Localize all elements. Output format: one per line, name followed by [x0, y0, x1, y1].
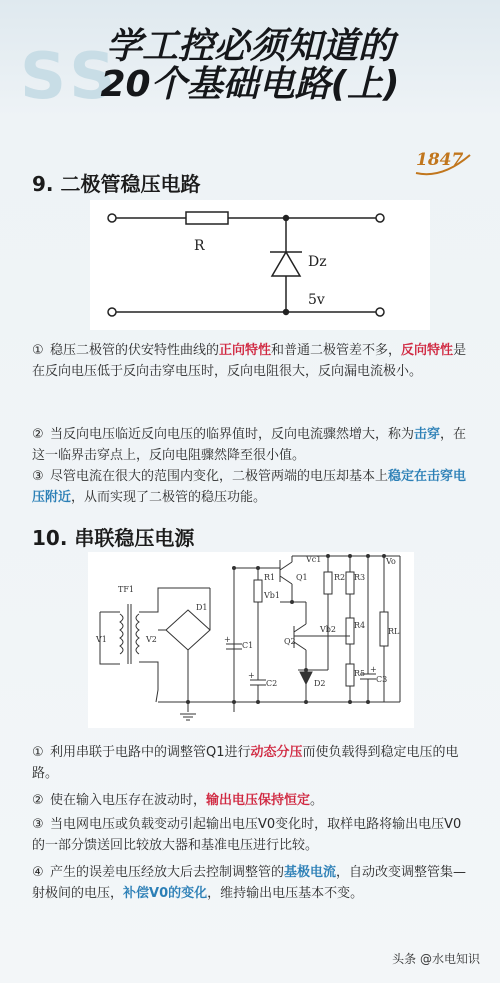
item-number: ②: [32, 793, 44, 808]
label-c3: C3: [376, 675, 388, 684]
label-q1: Q1: [296, 573, 308, 582]
label-vo: Vo: [386, 557, 396, 566]
body-text: 当电网电压或负载变动引起输出电压V0变化时，取样电路将输出电压V0的一部分馈送回比较放大器和基准电压进行比较。: [32, 817, 462, 853]
body-text: 利用串联于电路中的调整管Q1进行: [50, 745, 251, 760]
label-r: R: [194, 238, 205, 254]
label-rl: RL: [388, 627, 400, 636]
label-r5: R5: [354, 669, 366, 678]
highlight-text: 动态分压: [250, 745, 303, 760]
body-text: ，自动改变调整管集—射极间的电压，: [32, 865, 467, 901]
series-regulator-circuit-diagram: [88, 552, 414, 728]
label-v1: V1: [96, 635, 107, 644]
label-plus-c3: +: [370, 665, 377, 674]
highlight-text: 基极电流: [284, 865, 337, 880]
body-text: 是在反向电压低于反向击穿电压时，反向电阻很大，反向漏电流极小。: [32, 343, 467, 379]
highlight-text: 正向特性: [219, 343, 272, 358]
body-text: 当反向电压临近反向电压的临界值时，反向电流骤然增大，称为: [50, 427, 415, 442]
body-text: 产生的误差电压经放大后去控制调整管的: [50, 865, 285, 880]
section-10-item-1: [32, 742, 472, 784]
label-c2: C2: [266, 679, 278, 688]
label-plus-c2: +: [248, 671, 255, 680]
section-9-item-1: [32, 340, 472, 382]
body-text: ，维持输出电压基本不变。: [207, 886, 364, 901]
body-text: 使在输入电压存在波动时，: [50, 793, 207, 808]
label-r1: R1: [264, 573, 276, 582]
section-9-title: 9. 二极管稳压电路: [32, 172, 201, 196]
label-vb1: Vb1: [264, 591, 280, 600]
brand-logo: [412, 145, 474, 179]
label-5v: 5v: [308, 292, 325, 308]
section-10-item-2: [32, 790, 472, 811]
section-10-title: 10. 串联稳压电源: [32, 526, 195, 550]
section-9-item-3: [32, 466, 472, 508]
label-r3: R3: [354, 573, 366, 582]
label-d2: D2: [314, 679, 326, 688]
logo-text: 1847: [416, 150, 464, 170]
footer-attribution: 头条 @水电知识: [392, 952, 480, 966]
title-line-2: 20个基础电路(上): [100, 63, 400, 105]
item-number: ③: [32, 469, 44, 484]
zener-circuit-diagram: [90, 200, 430, 330]
body-text: 稳压二极管的伏安特性曲线的: [50, 343, 220, 358]
highlight-text: 反向特性: [401, 343, 454, 358]
label-v2: V2: [146, 635, 157, 644]
background-watermark: SS: [20, 40, 122, 114]
section-10-item-4: [32, 862, 472, 904]
item-number: ①: [32, 745, 44, 760]
item-number: ④: [32, 865, 44, 880]
section-10-item-3: [32, 814, 472, 856]
label-plus-c1: +: [224, 635, 231, 644]
label-d1: D1: [196, 603, 208, 612]
page-title: [0, 28, 500, 104]
label-dz: Dz: [308, 254, 327, 270]
highlight-text: 输出电压保持恒定: [206, 793, 311, 808]
label-r4: R4: [354, 621, 366, 630]
highlight-text: 补偿V0的变化: [123, 886, 208, 901]
section-9-item-2: [32, 424, 472, 466]
body-text: 。: [310, 793, 324, 808]
item-number: ②: [32, 427, 44, 442]
highlight-text: 稳定在击穿电压附近: [32, 469, 467, 505]
label-vb2: Vb2: [320, 625, 336, 634]
label-r2: R2: [334, 573, 346, 582]
body-text: 和普通二极管差不多，: [271, 343, 402, 358]
highlight-text: 击穿: [414, 427, 441, 442]
label-tf1: TF1: [118, 585, 134, 594]
body-text: 尽管电流在很大的范围内变化，二极管两端的电压却基本上: [50, 469, 389, 484]
item-number: ①: [32, 343, 44, 358]
label-q2: Q2: [284, 637, 296, 646]
label-vc1: Vc1: [306, 555, 322, 564]
body-text: ，从而实现了二极管的稳压功能。: [71, 490, 267, 505]
body-text: 而使负载得到稳定电压的电路。: [32, 745, 459, 781]
title-line-1: 学工控必须知道的: [105, 26, 394, 67]
item-number: ③: [32, 817, 44, 832]
body-text: ，在这一临界击穿点上，反向电阻骤然降至很小值。: [32, 427, 467, 463]
label-c1: C1: [242, 641, 254, 650]
